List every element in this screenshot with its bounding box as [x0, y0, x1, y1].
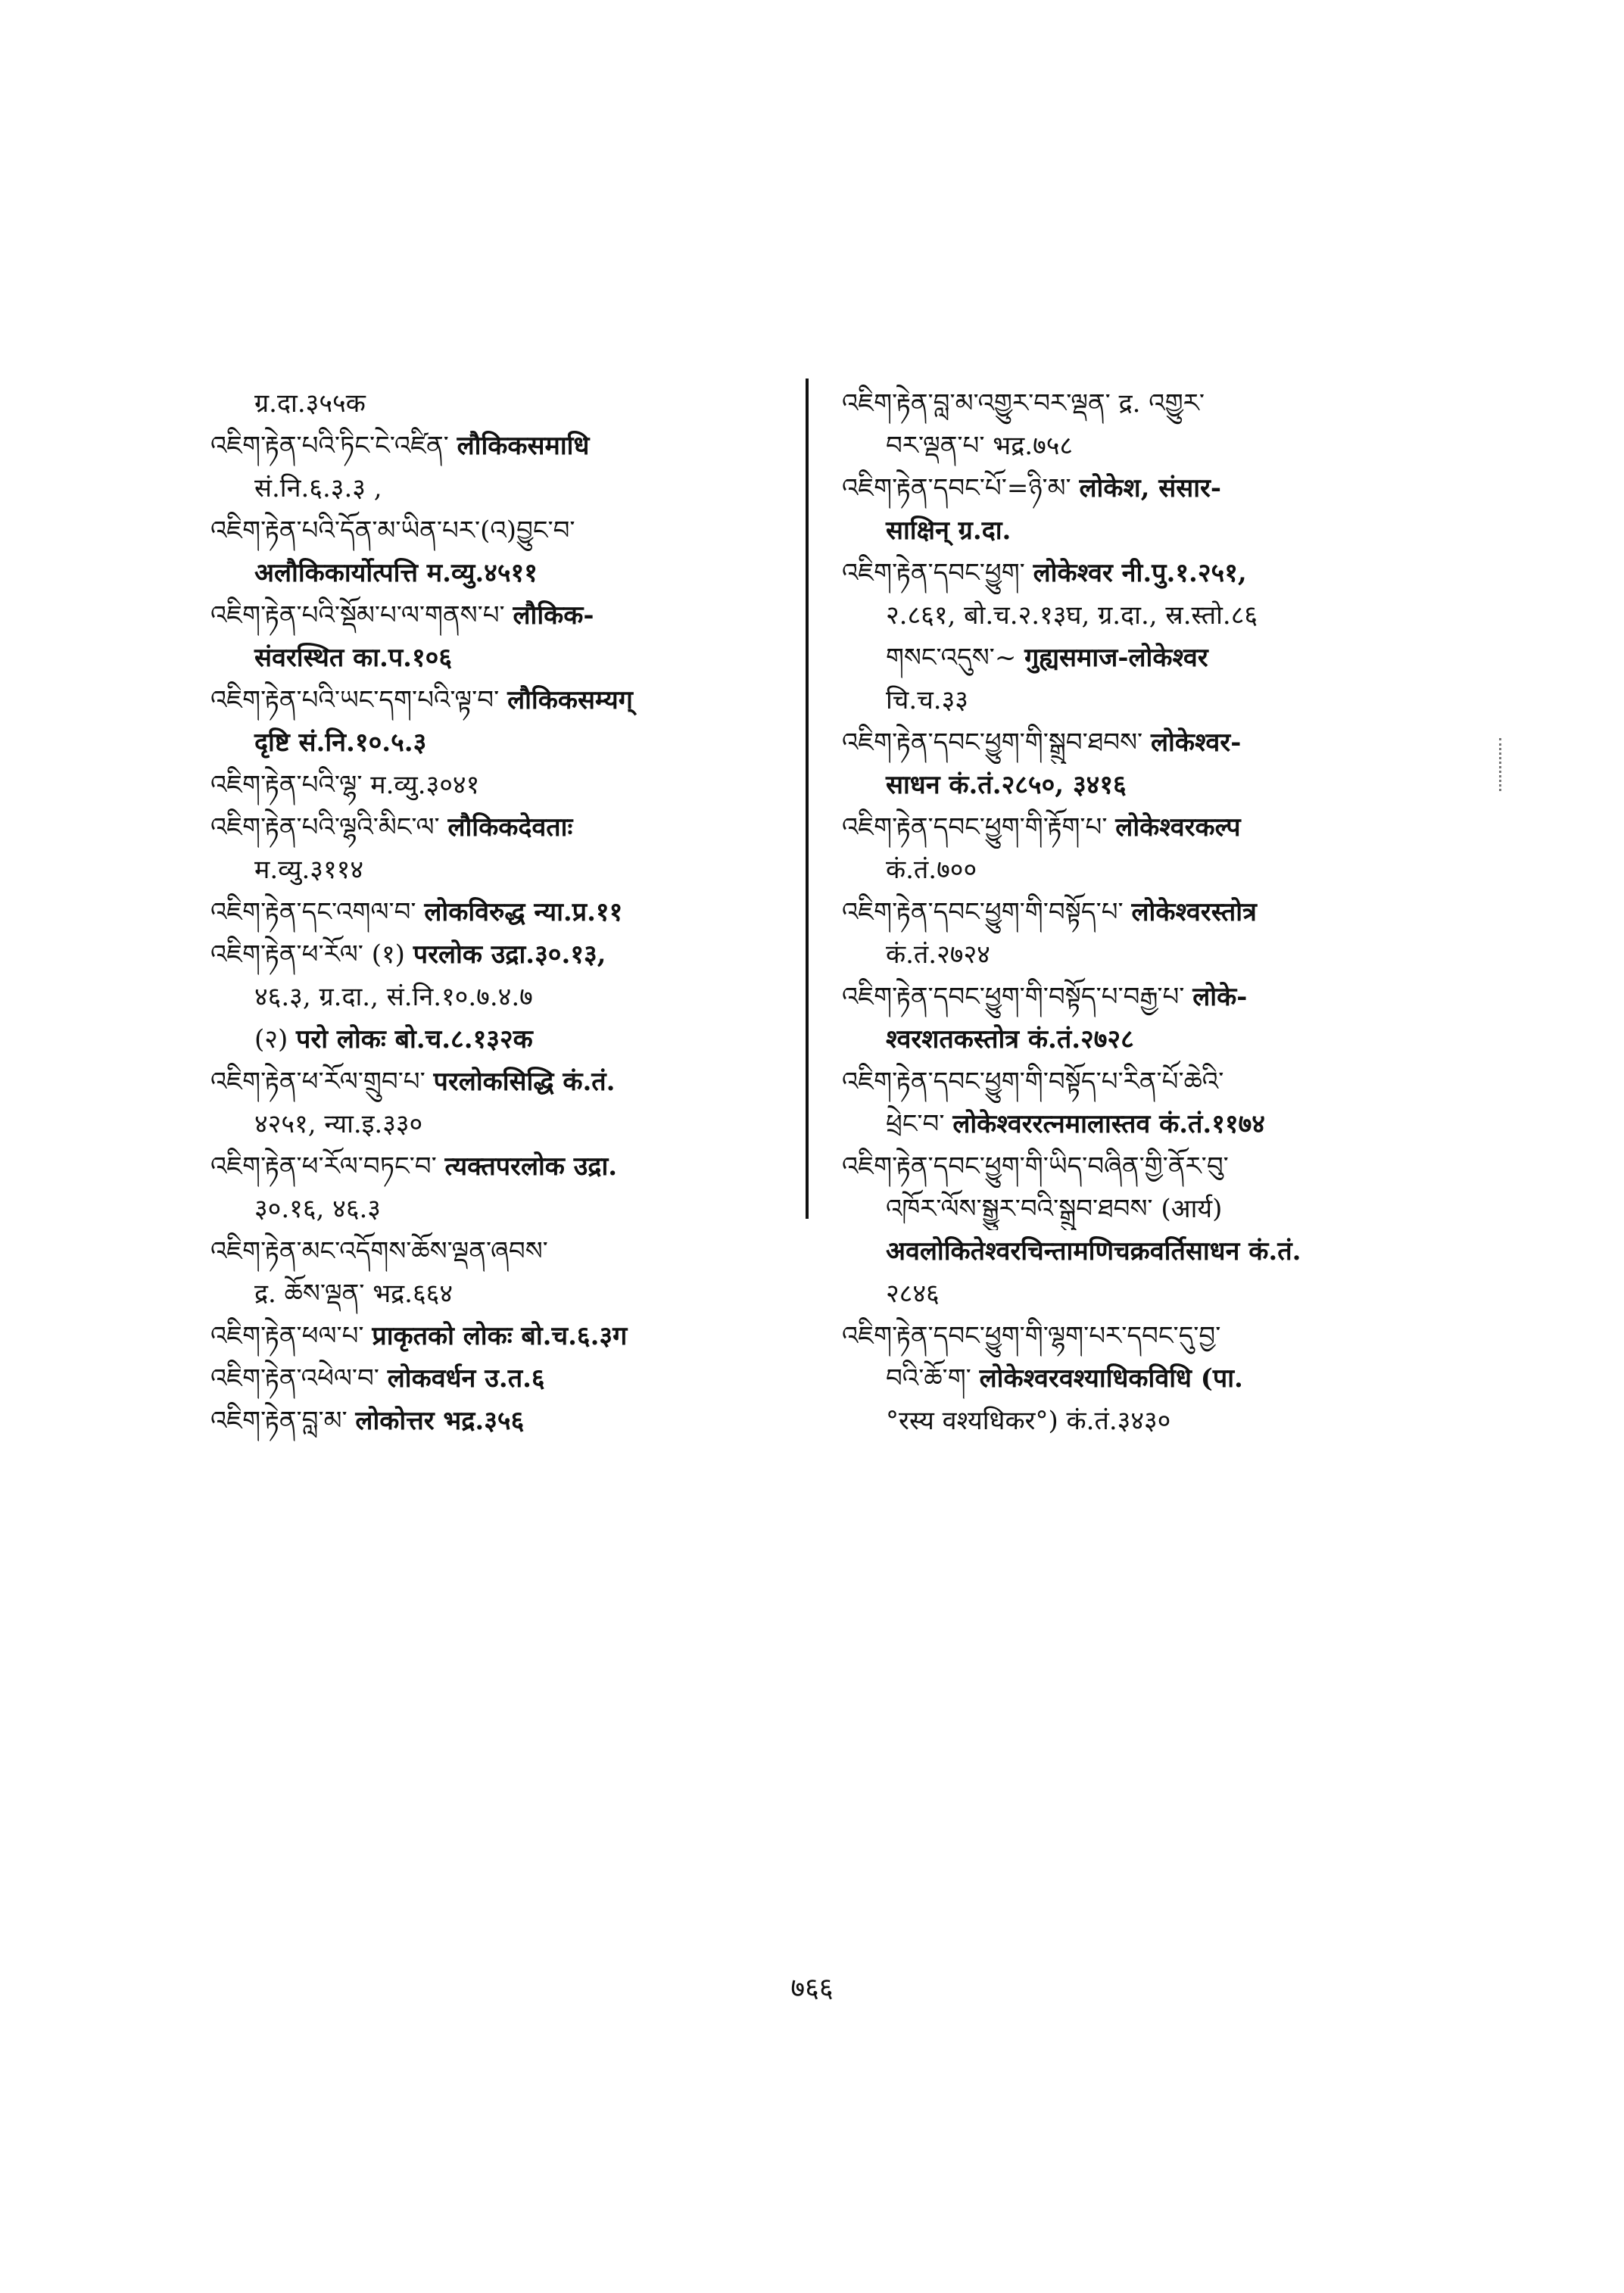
entry-headword-line [842, 382, 1440, 425]
dictionary-entry [842, 976, 1440, 1061]
entry-source [210, 382, 809, 425]
entry-tibetan: འཇིག་རྟེན་དང་འགལ་བ་ [210, 897, 416, 927]
entry-sanskrit: अवलोकितेश्वरचिन्तामणिचक्रवर्तिसाधन कं.तं. [886, 1236, 1301, 1266]
page-number: ७६६ [790, 1973, 834, 2004]
entry-source [842, 1400, 1440, 1442]
entry-tibetan: འཇིག་རྟེན་དབང་ཕྱུག་ [842, 558, 1025, 588]
dictionary-entry [210, 382, 809, 425]
entry-reference: द्र. ཆོས་ལྡན་ भद्र.६६४ [254, 1279, 454, 1309]
entry-source [210, 849, 809, 891]
right-column [842, 382, 1440, 1442]
entry-source [210, 1018, 809, 1061]
entry-headword-line [210, 933, 809, 976]
entry-sanskrit: लोके- [1192, 982, 1248, 1012]
entry-tibetan: འཇིག་རྟེན་ཕལ་པ་ [210, 1321, 364, 1351]
entry-tibetan-cont: ཕྲེང་བ་ [886, 1109, 945, 1139]
dictionary-entry [842, 1145, 1440, 1230]
entry-tibetan-cont: འཁོར་ལོས་སྒྱུར་བའི་སྒྲུབ་ཐབས་ (आर्य) [886, 1194, 1223, 1224]
entry-headword-line [210, 1400, 809, 1442]
entry-source [842, 1103, 1440, 1145]
dictionary-entry [842, 891, 1440, 976]
entry-sanskrit: लोकेश्वरस्तोत्र [1131, 897, 1257, 927]
entry-headword-line [210, 594, 809, 637]
entry-headword-line [842, 1315, 1440, 1357]
entry-sanskrit: लोकोत्तर भद्र.३५६ [355, 1406, 525, 1436]
entry-sanskrit-cont: साधन कं.तं.२८५०, ३४१६ [886, 770, 1127, 800]
entry-headword-line [842, 552, 1440, 594]
entry-source [842, 1357, 1440, 1400]
dictionary-entry [842, 1230, 1440, 1273]
entry-headword-line [210, 509, 809, 552]
entry-sanskrit: लोकेश्वररत्नमालास्तव कं.तं.११७४ [952, 1109, 1265, 1139]
entry-headword-line [842, 976, 1440, 1018]
dictionary-entry [842, 382, 1440, 467]
entry-headword-line [210, 1357, 809, 1400]
entry-source [210, 976, 809, 1018]
dictionary-entry [842, 637, 1440, 679]
entry-tibetan: འཇིག་རྟེན་དབང་ཕྱུག་གི་བསྟོད་པ་རིན་པོ་ཆེའི་ [842, 1067, 1224, 1097]
dictionary-entry [842, 1400, 1440, 1442]
entry-sanskrit: गुह्यसमाज-लोकेश्वर [1024, 643, 1208, 673]
entry-sanskrit-cont: श्वरशतकस्तोत्र कं.तं.२७२८ [886, 1024, 1134, 1055]
entry-sanskrit: लोकेश, संसार- [1079, 473, 1222, 503]
entry-source [842, 425, 1440, 467]
dictionary-entry [842, 1273, 1440, 1315]
entry-source [842, 1230, 1440, 1273]
entry-headword-line [842, 467, 1440, 509]
dictionary-entry [842, 721, 1440, 806]
entry-source [210, 1188, 809, 1230]
entry-tibetan: འཇིག་རྟེན་བླ་མ་འགྱུར་བར་ལྡན་ द्र. འགྱུར་ [842, 388, 1205, 419]
entry-reference: ४६.३, ग्र.दा., सं.नि.१०.७.४.७ [254, 982, 533, 1012]
entry-sanskrit-cont: दृष्टि सं.नि.१०.५.३ [254, 727, 427, 758]
entry-tibetan: འཇིག་རྟེན་པའི་ཏིང་ངེ་འཛིན་ [210, 431, 449, 461]
entry-tibetan: འཇིག་རྟེན་ཕ་རོལ་གྲུབ་པ་ [210, 1067, 425, 1097]
entry-tibetan: འཇིག་རྟེན་མང་འདོགས་ཆོས་ལྡན་ཞབས་ [210, 1236, 548, 1266]
entry-headword-line [842, 891, 1440, 933]
entry-source [210, 552, 809, 594]
entry-headword-line [842, 1061, 1440, 1103]
entry-sanskrit: लौकिकसम्यग् [507, 685, 633, 715]
dictionary-entry [210, 891, 809, 933]
entry-source [842, 594, 1440, 637]
dictionary-entry [210, 764, 809, 806]
entry-sanskrit: लोकेश्वर नी.पु.१.२५१, [1033, 558, 1247, 588]
entry-sanskrit: लोकेश्वरवश्याधिकविधि (पा. [979, 1363, 1243, 1394]
entry-reference: °रस्य वश्यधिकर°) कं.तं.३४३० [886, 1406, 1171, 1436]
entry-sanskrit: परलोकसिद्धि कं.तं. [433, 1067, 616, 1097]
entry-source [842, 933, 1440, 976]
entry-headword-line [210, 679, 809, 721]
entry-headword-line [210, 1230, 809, 1273]
entry-tibetan: འཇིག་རྟེན་དབང་ཕྱུག་གི་བསྟོད་པ་ [842, 897, 1124, 927]
entry-sanskrit: परलोक उद्रा.३०.१३, [413, 939, 606, 970]
entry-source [210, 467, 809, 509]
entry-source [842, 509, 1440, 552]
entry-source [210, 721, 809, 764]
entry-headword-line [842, 721, 1440, 764]
dictionary-entry [210, 1357, 809, 1400]
entry-tibetan: གསང་འདུས་~ [886, 643, 1017, 673]
entry-tibetan: འཇིག་རྟེན་དབང་ཕྱུག་གི་རྟོག་པ་ [842, 812, 1108, 843]
margin-mark [1499, 738, 1504, 791]
column-divider [806, 379, 809, 1219]
entry-tibetan: འཇིག་རྟེན་བླ་མ་ [210, 1406, 348, 1436]
entry-headword-line [210, 806, 809, 849]
entry-sanskrit: त्यक्तपरलोक उद्रा. [444, 1151, 618, 1182]
entry-tibetan: འཇིག་རྟེན་དབང་ཕྱུག་གི་བསྟོད་པ་བརྒྱ་པ་ [842, 982, 1185, 1012]
entry-source [842, 1273, 1440, 1315]
entry-reference: ग्र.दा.३५५क [254, 388, 366, 419]
entry-sanskrit-cont: संवरस्थित का.प.१०६ [254, 643, 453, 673]
dictionary-entry [210, 509, 809, 594]
dictionary-entry [210, 1145, 809, 1230]
entry-tibetan: འཇིག་རྟེན་པའི་དོན་མ་ཡིན་པར་(འ)བྱུང་བ་ [210, 516, 575, 546]
dictionary-entry [210, 1400, 809, 1442]
entry-headword-line [210, 1315, 809, 1357]
entry-tibetan: འཇིག་རྟེན་དབང་ཕྱུག་གི་ལྷག་པར་དབང་དུ་བྱ་ [842, 1321, 1221, 1351]
entry-sanskrit: अलौकिकार्योत्पत्ति म.व्यु.४५११ [254, 558, 538, 588]
entry-sense-number: (२) [254, 1024, 288, 1055]
entry-tibetan: འཇིག་རྟེན་དབང་ཕྱུག་གི་ཡིད་བཞིན་གྱི་ནོར་བུ་ [842, 1151, 1229, 1182]
dictionary-entry [842, 679, 1440, 721]
entry-source [842, 637, 1440, 679]
entry-headword-line [210, 764, 809, 806]
entry-reference: २८४६ [886, 1279, 940, 1309]
entry-source [210, 1273, 809, 1315]
entry-tibetan: འཇིག་རྟེན་དབང་པོ་=ཉི་མ་ [842, 473, 1071, 503]
entry-source [842, 1188, 1440, 1230]
dictionary-entry [842, 467, 1440, 552]
entry-headword-line [842, 1145, 1440, 1188]
dictionary-entry [210, 1061, 809, 1145]
entry-reference: कं.तं.७०० [886, 855, 977, 885]
entry-source [210, 1103, 809, 1145]
entry-reference: ४२५१, न्या.इ.३३० [254, 1109, 423, 1139]
entry-reference: २.८६१, बो.च.२.१३घ, ग्र.दा., स्र.स्तो.८६ [886, 600, 1258, 631]
dictionary-entry [210, 933, 809, 1018]
entry-source [842, 764, 1440, 806]
dictionary-entry [210, 1315, 809, 1357]
dictionary-entry [842, 806, 1440, 891]
left-column [210, 382, 809, 1442]
dictionary-entry [210, 1018, 809, 1061]
entry-tibetan: འཇིག་རྟེན་དབང་ཕྱུག་གི་སྒྲུབ་ཐབས་ [842, 727, 1143, 758]
dictionary-entry [210, 679, 809, 764]
entry-sanskrit-cont: साक्षिन् ग्र.दा. [886, 516, 1011, 546]
entry-headword-line [210, 891, 809, 933]
entry-sanskrit: लौकिक- [513, 600, 594, 631]
dictionary-entry [842, 552, 1440, 637]
entry-headword-line [210, 1145, 809, 1188]
entry-sanskrit: लौकिकदेवताः [447, 812, 573, 843]
entry-sanskrit: प्राकृतको लोकः बो.च.६.३ग [372, 1321, 628, 1351]
entry-sanskrit: परो लोकः बो.च.८.१३२क [296, 1024, 533, 1055]
entry-source [842, 679, 1440, 721]
entry-reference: चि.च.३३ [886, 685, 968, 715]
entry-headword-line [210, 1061, 809, 1103]
dictionary-entry [210, 425, 809, 509]
entry-source [842, 849, 1440, 891]
dictionary-entry [842, 1061, 1440, 1145]
entry-headword-line [210, 425, 809, 467]
entry-sanskrit: लोकेश्वर- [1150, 727, 1242, 758]
dictionary-entry [210, 594, 809, 679]
entry-sanskrit: लोकेश्वरकल्प [1115, 812, 1241, 843]
entry-tibetan: འཇིག་རྟེན་པའི་སྡོམ་པ་ལ་གནས་པ་ [210, 600, 505, 631]
entry-tibetan: འཇིག་རྟེན་ཕ་རོལ་བཏང་བ་ [210, 1151, 437, 1182]
entry-tibetan: འཇིག་རྟེན་ཕ་རོལ་ (१) [210, 939, 405, 970]
dictionary-entry [210, 1230, 809, 1315]
entry-headword-line [842, 806, 1440, 849]
entry-tibetan: འཇིག་རྟེན་པའི་ཡང་དག་པའི་ལྟ་བ་ [210, 685, 500, 715]
entry-reference: म.व्यु.३११४ [254, 855, 364, 885]
entry-reference: कं.तं.२७२४ [886, 939, 990, 970]
dictionary-entry [210, 806, 809, 891]
entry-tibetan: འཇིག་རྟེན་པའི་ལྷའི་མིང་ལ་ [210, 812, 440, 843]
entry-reference: ३०.१६, ४६.३ [254, 1194, 381, 1224]
entry-sanskrit: लोकविरुद्ध न्या.प्र.११ [424, 897, 623, 927]
entry-reference: བར་ལྡན་པ་ भद्र.७५८ [886, 431, 1074, 461]
entry-tibetan-cont: བའི་ཆོ་ག་ [886, 1363, 971, 1394]
entry-sanskrit: लौकिकसमाधि [457, 431, 590, 461]
entry-source [210, 637, 809, 679]
entry-tibetan: འཇིག་རྟེན་པའི་ལྷ་ म.व्यु.३०४१ [210, 770, 480, 800]
dictionary-entry [842, 1315, 1440, 1400]
entry-tibetan: འཇིག་རྟེན་འཕེལ་བ་ [210, 1363, 379, 1394]
entry-reference: सं.नि.६.३.३ , [254, 473, 382, 503]
entry-sanskrit: लोकवर्धन उ.त.६ [387, 1363, 545, 1394]
entry-source [842, 1018, 1440, 1061]
